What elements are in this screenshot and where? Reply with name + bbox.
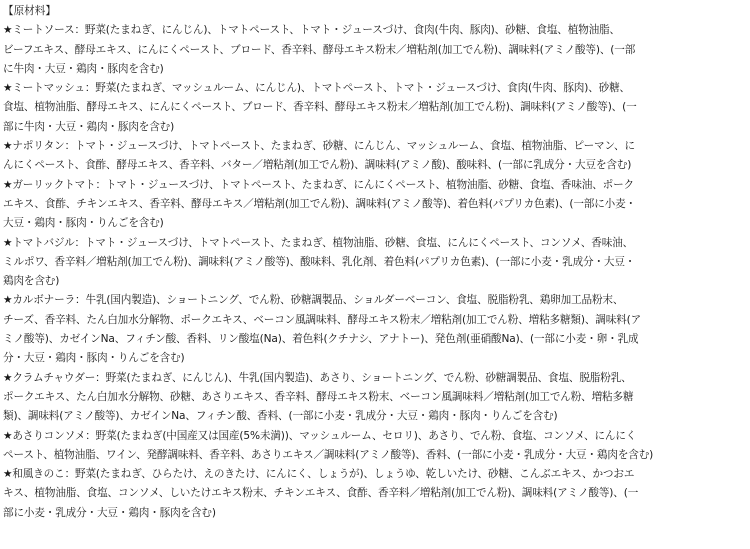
ingredients-heading: 【原材料】 [3, 5, 56, 17]
ingredient-line: ★ガーリックトマト：トマト・ジュースづけ、トマトペースト、たまねぎ、にんにくペースト、植物油脂、砂糖、食塩、香味油、ポーク [3, 178, 634, 191]
ingredient-entry [3, 291, 746, 368]
ingredient-line: ミノ酸等)、カゼインNa、フィチン酸、香料、リン酸塩(Na)、着色料(クチナシ、アナトー)、発色剤(亜硝酸Na)、(一部に小麦・卵・乳成 [3, 333, 639, 346]
ingredient-line: チーズ、香辛料、たん白加水分解物、ポークエキス、ベーコン風調味料、酵母エキス粉末／増粘剤(加工でん粉、増粘多糖類)、調味料(ア [3, 313, 642, 326]
ingredient-line: ★ミートソース：野菜(たまねぎ、にんじん)、トマトペースト、トマト・ジュースづけ、食肉(牛肉、豚肉)、砂糖、食塩、植物油脂、 [3, 24, 620, 37]
ingredient-line: ★クラムチャウダー：野菜(たまねぎ、にんじん)、牛乳(国内製造)、あさり、ショートニング、でん粉、砂糖調製品、食塩、脱脂粉乳、 [3, 371, 632, 384]
ingredient-line: ★トマトバジル：トマト・ジュースづけ、トマトペースト、たまねぎ、植物油脂、砂糖、食塩、にんにくペースト、コンソメ、香味油、 [3, 236, 634, 249]
ingredient-line: ポークエキス、たん白加水分解物、砂糖、あさりエキス、香辛料、酵母エキス粉末、ベーコン風調味料／増粘剤(加工でん粉、増粘多糖 [3, 390, 634, 403]
ingredient-line: ビーフエキス、酵母エキス、にんにくペースト、ブロード、香辛料、酵母エキス粉末／増粘剤(加工でん粉)、調味料(アミノ酸等)、(一部 [3, 43, 636, 56]
ingredient-line: ミルポワ、香辛料／増粘剤(加工でん粉)、調味料(アミノ酸等)、酸味料、乳化剤、着色料(パプリカ色素)、(一部に小麦・乳成分・大豆・ [3, 255, 636, 268]
ingredient-line: 食塩、植物油脂、酵母エキス、にんにくペースト、ブロード、香辛料、酵母エキス粉末／増粘剤(加工でん粉)、調味料(アミノ酸等)、(一 [3, 101, 637, 114]
ingredient-line: ★和風きのこ：野菜(たまねぎ、ひらたけ、えのきたけ、にんにく、しょうが)、しょうゆ、乾しいたけ、砂糖、こんぶエキス、かつおエ [3, 468, 635, 481]
ingredient-entry [3, 465, 746, 523]
ingredient-line: 大豆・鶏肉・豚肉・りんごを含む) [3, 217, 164, 230]
ingredient-entries [3, 21, 746, 523]
ingredient-line: エキス、食酢、チキンエキス、香辛料、酵母エキス／増粘剤(加工でん粉)、調味料(アミノ酸等)、着色料(パプリカ色素)、(一部に小麦・ [3, 197, 636, 210]
ingredient-entry [3, 137, 746, 176]
ingredient-entry [3, 369, 746, 427]
ingredient-line: ★ミートマッシュ：野菜(たまねぎ、マッシュルーム、にんじん)、トマトペースト、トマト・ジュースづけ、食肉(牛肉、豚肉)、砂糖、 [3, 82, 630, 95]
ingredient-line: 部に牛肉・大豆・鶏肉・豚肉を含む) [3, 120, 175, 133]
ingredient-line: んにくペースト、食酢、酵母エキス、香辛料、バター／増粘剤(加工でん粉)、調味料(アミノ酸)、酸味料、(一部に乳成分・大豆を含む) [3, 159, 632, 172]
ingredient-line: キス、植物油脂、食塩、コンソメ、しいたけエキス粉末、チキンエキス、食酢、香辛料／増粘剤(加工でん粉)、調味料(アミノ酸等)、(一 [3, 487, 639, 500]
ingredient-entry [3, 234, 746, 292]
ingredient-entry [3, 21, 746, 79]
ingredient-line: ペースト、植物油脂、ワイン、発酵調味料、香辛料、あさりエキス／調味料(アミノ酸等)、香料、(一部に小麦・乳成分・大豆・鶏肉を含む) [3, 448, 654, 461]
ingredient-line: ★ナポリタン：トマト・ジュースづけ、トマトペースト、たまねぎ、砂糖、にんじん、マッシュルーム、食塩、植物油脂、ピーマン、に [3, 140, 635, 153]
ingredient-line: 分・大豆・鶏肉・豚肉・りんごを含む) [3, 352, 185, 365]
ingredient-entry [3, 176, 746, 234]
ingredient-line: 鶏肉を含む) [3, 275, 60, 288]
ingredient-line: に牛肉・大豆・鶏肉・豚肉を含む) [3, 62, 164, 75]
ingredient-entry [3, 427, 746, 466]
ingredient-line: ★あさりコンソメ：野菜(たまねぎ(中国産又は国産(5%未満))、マッシュルーム、セロリ)、あさり、でん粉、食塩、コンソメ、にんにく [3, 429, 637, 442]
ingredient-line: ★カルボナーラ：牛乳(国内製造)、ショートニング、でん粉、砂糖調製品、ショルダーベーコン、食塩、脱脂粉乳、鶏卵加工品粉末、 [3, 294, 624, 307]
ingredient-line: 部に小麦・乳成分・大豆・鶏肉・豚肉を含む) [3, 506, 216, 519]
ingredient-line: 類)、調味料(アミノ酸等)、カゼインNa、フィチン酸、香料、(一部に小麦・乳成分・大豆・鶏肉・豚肉・りんごを含む) [3, 410, 558, 423]
ingredient-entry [3, 79, 746, 137]
